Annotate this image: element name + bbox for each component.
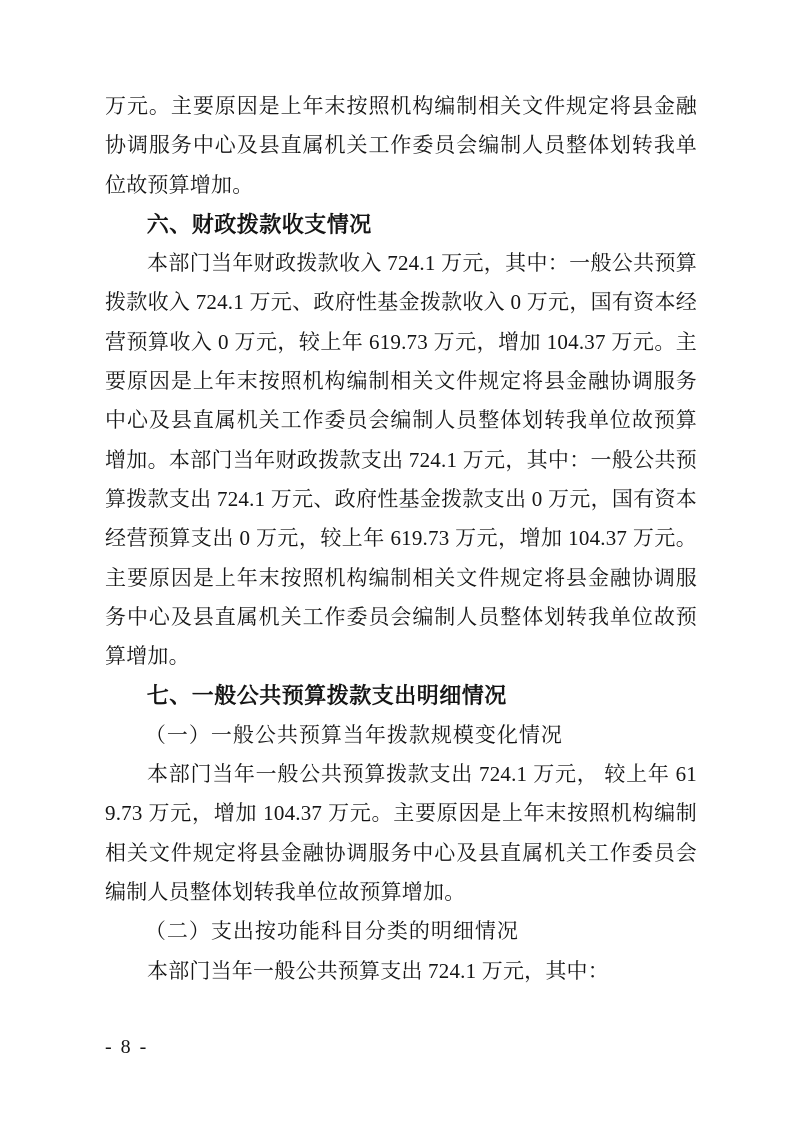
paragraph-fiscal-appropriation-income-expenditure: 本部门当年财政拨款收入 724.1 万元，其中：一般公共预算拨款收入 724.1 万元、政府性基金拨款收入 0 万元，国有资本经营预算收入 0 万元，较上年 619.73 万元，增加 104.37 万元。主要原因是上年末按照机构编制相关文件规定将县金融协调服务中心及县直属机关工作委员会编制人员整体划转我单位故预算增加。本部门当年财政拨款支出 724.1 万元，其中：一般公共预算拨款支出 724.1 万元、政府性基金拨款支出 0 万元，国有资本经营预算支出 0 万元，较上年 619.73 万元，增加 104.37 万元。主要原因是上年末按照机构编制相关文件规定将县金融协调服务中心及县直属机关工作委员会编制人员整体划转我单位故预算增加。 — [105, 251, 697, 669]
subsection-heading-1-appropriation-scale-change: （一）一般公共预算当年拨款规模变化情况 — [144, 722, 563, 747]
document-body — [105, 87, 697, 991]
subsection-heading-2-function-classification-detail: （二）支出按功能科目分类的明细情况 — [144, 919, 519, 944]
section-heading-7-general-public-budget-detail: 七、一般公共预算拨款支出明细情况 — [146, 683, 507, 709]
page-number: - 8 - — [105, 1036, 149, 1058]
paragraph-appropriation-scale-change: 本部门当年一般公共预算拨款支出 724.1 万元， 较上年 619.73 万元，增加 104.37 万元。主要原因是上年末按照机构编制相关文件规定将县金融协调服务中心及县直属机关工作委员会编制人员整体划转我单位故预算增加。 — [105, 762, 697, 904]
section-heading-6-fiscal-appropriation: 六、财政拨款收支情况 — [146, 211, 372, 237]
paragraph-general-public-budget-expenditure: 本部门当年一般公共预算支出 724.1 万元，其中： — [147, 958, 609, 983]
paragraph-continuation-budget-increase: 万元。主要原因是上年末按照机构编制相关文件规定将县金融协调服务中心及县直属机关工作委员会编制人员整体划转我单位故预算增加。 — [105, 94, 697, 197]
